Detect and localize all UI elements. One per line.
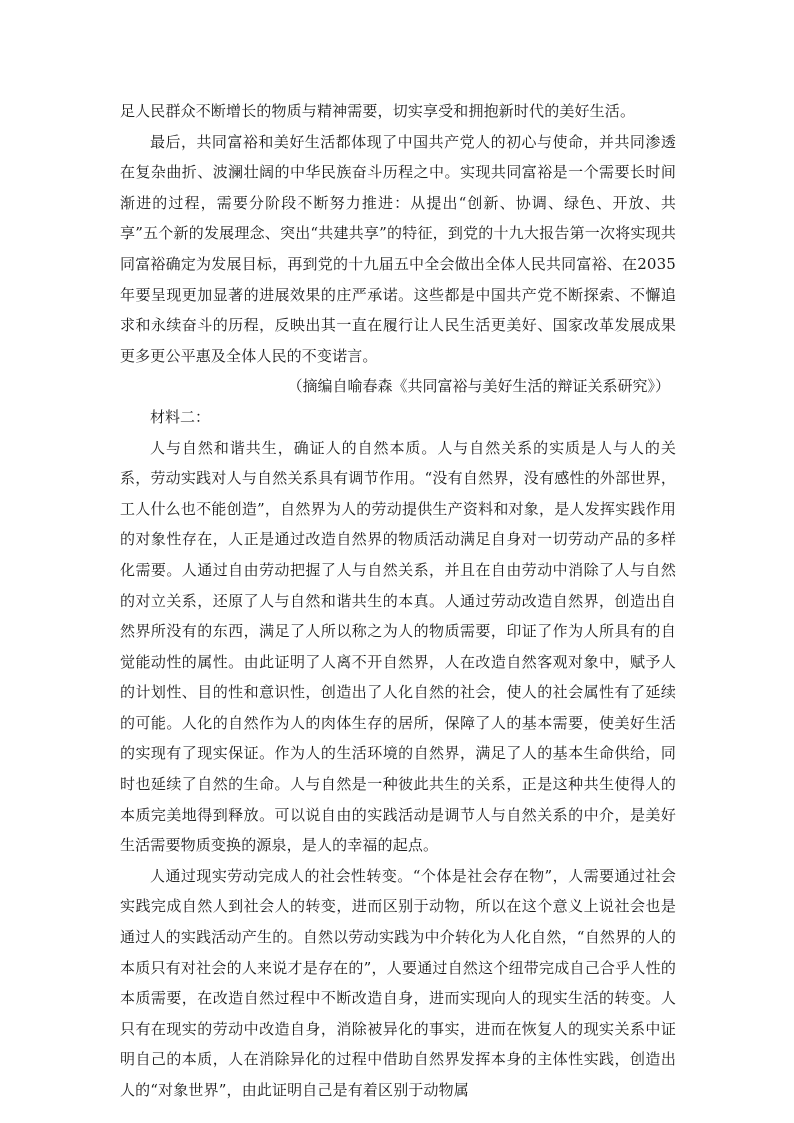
paragraph-human-nature: 人与自然和谐共生，确证人的自然本质。人与自然关系的实质是人与人的关系，劳动实践对人与自然关系具有调节作用。“没有自然界，没有感性的外部世界，工人什么也不能创造”，自然界为人的劳动提供生产资料和对象，是人发挥实践作用的对象性存在，人正是通过改造自然界的物质活动满足自身对一切劳动产品的多样化需要。人通过自由劳动把握了人与自然关系，并且在自由劳动中消除了人与自然的对立关系，还原了人与自然和谐共生的本真。人通过劳动改造自然界，创造出自然界所没有的东西，满足了人所以称之为人的物质需要，印证了作为人所具有的自觉能动性的属性。由此证明了人离不开自然界，人在改造自然客观对象中，赋予人的计划性、目的性和意识性，创造出了人化自然的社会，使人的社会属性有了延续的可能。人化的自然作为人的肉体生存的居所，保障了人的基本需要，使美好生活的实现有了现实保证。作为人的生活环境的自然界，满足了人的基本生命供给，同时也延续了自然的生命。人与自然是一种彼此共生的关系，正是这种共生使得人的本质完美地得到释放。可以说自由的实践活动是调节人与自然关系的中介，是美好生活需要物质变换的源泉，是人的幸福的起点。 (120, 438, 676, 855)
source-citation: （摘编自喻春森《共同富裕与美好生活的辩证关系研究》） (287, 377, 670, 396)
paragraph-continuation: 足人民群众不断增长的物质与精神需要，切实享受和拥抱新时代的美好生活。 (120, 102, 636, 120)
paragraph-social-transformation: 人通过现实劳动完成人的社会性转变。“个体是社会存在物”，人需要通过社会实践完成自然人到社会人的转变，进而区别于动物，所以在这个意义上说社会也是通过人的实践活动产生的。自然以劳动实践为中介转化为人化自然，“自然界的人的本质只有对社会的人来说才是存在的”，人要通过自然这个纽带完成自己合乎人性的本质需要，在改造自然过程中不断改造自身，进而实现向人的现实生活的转变。人只有在现实的劳动中改造自身，消除被异化的事实，进而在恢复人的现实关系中证明自己的本质，人在消除异化的过程中借助自然界发挥本身的主体性实践，创造出人的“对象世界”，由此证明自己是有着区别于动物属 (120, 866, 676, 1099)
paragraph-common-prosperity: 最后，共同富裕和美好生活都体现了中国共产党人的初心与使命，并共同渗透在复杂曲折、波澜壮阔的中华民族奋斗历程之中。实现共同富裕是一个需要长时间渐进的过程，需要分阶段不断努力推进：从提出“创新、协调、绿色、开放、共享”五个新的发展理念、突出“共建共享”的特征，到党的十九大报告第一次将实现共同富裕确定为发展目标，再到党的十九届五中全会做出全体人民共同富裕、在2035年要呈现更加显著的进展效果的庄严承诺。这些都是中国共产党不断探索、不懈追求和永续奋斗的历程，反映出其一直在履行让人民生活更美好、国家改革发展成果更多更公平惠及全体人民的不变诺言。 (120, 132, 676, 365)
material-two-heading: 材料二： (150, 407, 211, 426)
document-page (120, 96, 676, 1106)
